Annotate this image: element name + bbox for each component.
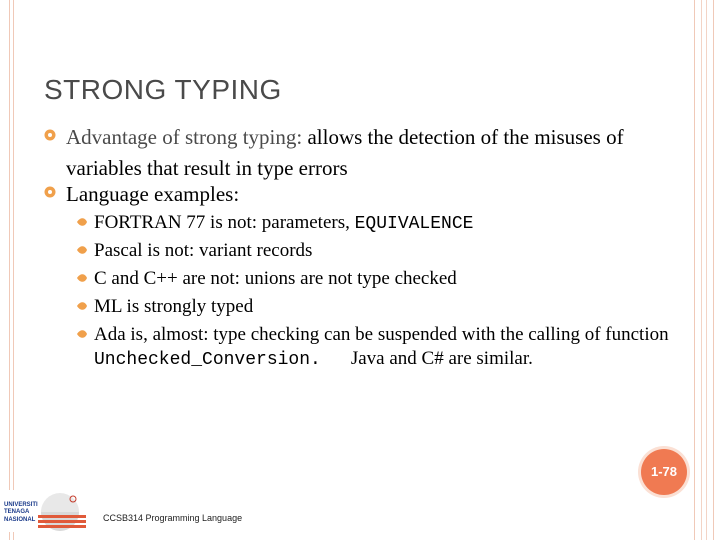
bullet-text: Language examples:	[66, 182, 240, 206]
bullet-cog-icon	[44, 186, 56, 198]
example-code: EQUIVALENCE	[354, 214, 474, 234]
bullet-highlight: Advantage of strong typing:	[66, 125, 303, 149]
bullet-language-examples	[66, 179, 626, 210]
left-frame-line	[9, 0, 14, 540]
bullet-leaf-icon	[76, 245, 88, 255]
bullet-leaf-icon	[76, 329, 88, 339]
bullet-leaf-icon	[76, 217, 88, 227]
example-item	[94, 267, 674, 291]
bullet-text: allows the detection of the misuses of variables that result in type errors	[66, 125, 624, 180]
svg-text:UNIVERSITI: UNIVERSITI	[4, 502, 38, 508]
example-text: C and C++ are not: unions are not type checked	[94, 268, 457, 289]
example-text: Pascal is not: variant records	[94, 240, 313, 261]
example-item	[94, 211, 674, 236]
example-text: FORTRAN 77 is not: parameters,	[94, 212, 355, 233]
bullet-cog-icon	[44, 129, 56, 141]
bullet-leaf-icon	[76, 273, 88, 283]
page-number-badge: 1-78	[641, 449, 687, 495]
footer-course-title: CCSB314 Programming Language	[103, 513, 243, 523]
example-code: Unchecked_Conversion.	[94, 350, 321, 370]
example-text: ML is strongly typed	[94, 296, 254, 317]
example-item	[94, 239, 674, 263]
example-item	[94, 295, 674, 319]
svg-text:TENAGA: TENAGA	[4, 509, 30, 515]
slide-title: STRONG TYPING	[44, 74, 282, 105]
example-text: Ada is, almost: type checking can be suspended with the calling of function	[94, 324, 669, 345]
example-tail: Java and C# are similar.	[350, 348, 533, 369]
bullet-leaf-icon	[76, 301, 88, 311]
university-logo	[0, 490, 88, 532]
svg-text:NASIONAL: NASIONAL	[4, 517, 36, 523]
right-frame-lines	[694, 0, 714, 540]
example-item	[94, 323, 674, 372]
bullet-advantage	[66, 122, 626, 184]
